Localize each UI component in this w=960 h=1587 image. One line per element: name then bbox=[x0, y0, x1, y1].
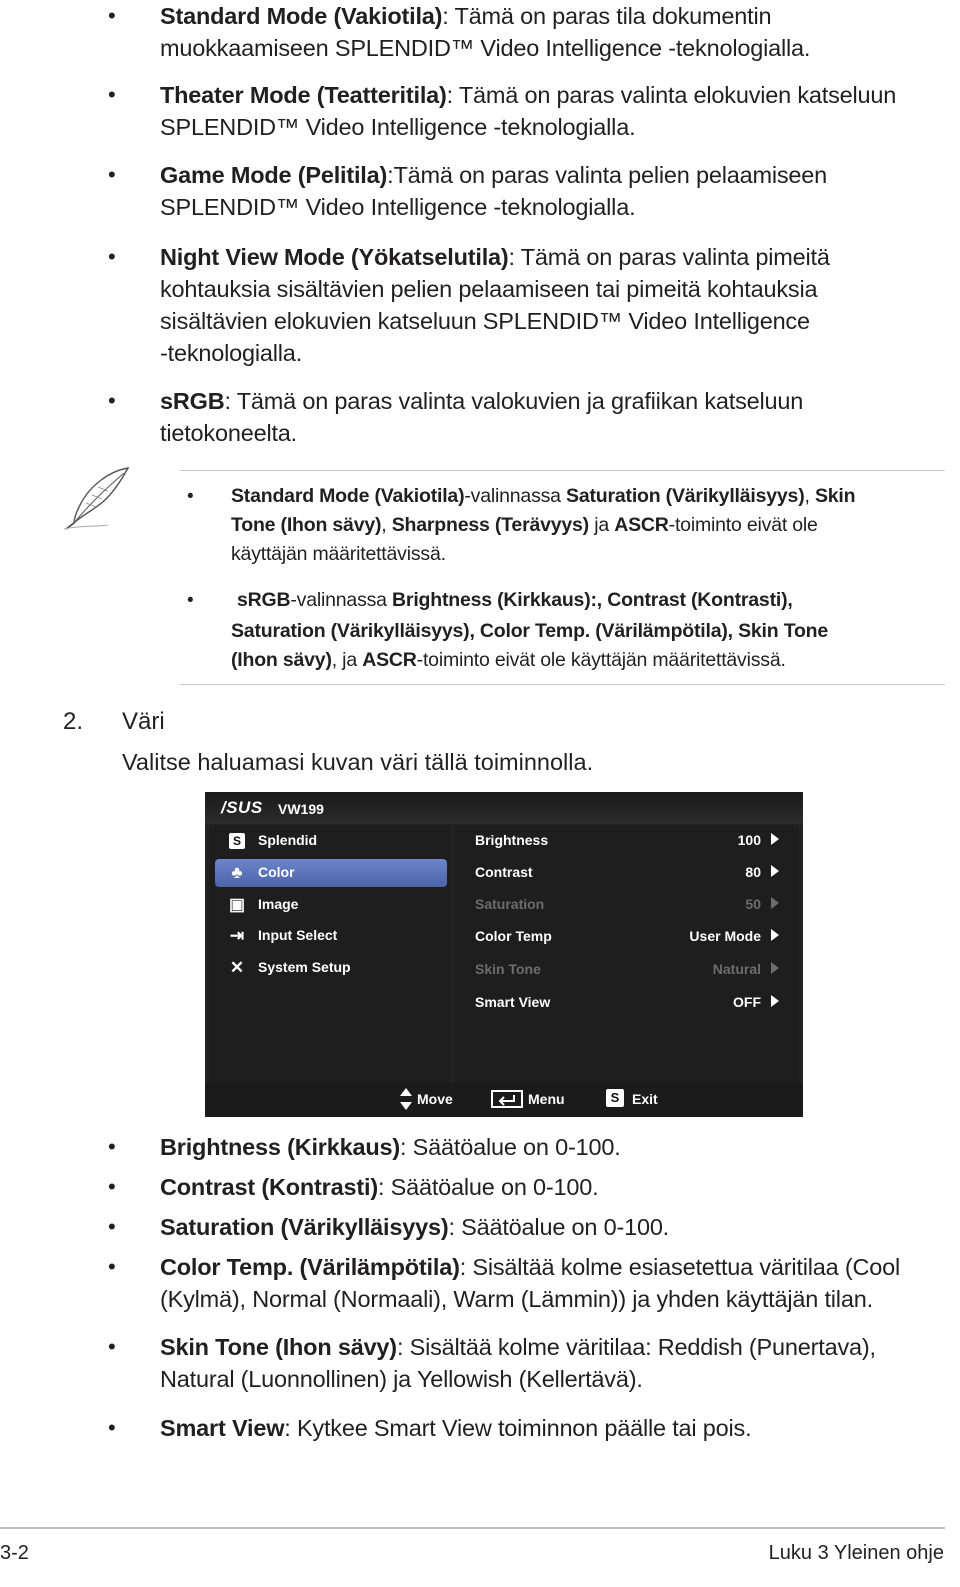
section-subtitle: Valitse haluamasi kuvan väri tällä toiminnolla. bbox=[122, 749, 594, 775]
arrow-right-icon bbox=[771, 897, 779, 909]
osd-setting-skin-tone: Skin Tone Natural bbox=[475, 956, 795, 984]
menu-enter-icon bbox=[490, 1087, 524, 1111]
mode-standard-text: Standard Mode (Vakiotila): Tämä on paras tila dokumentin muokkaamiseen SPLENDID™ Video Intelligence -teknologialla. bbox=[160, 3, 811, 61]
osd-setting-saturation: Saturation 50 bbox=[475, 891, 795, 919]
note-top-rule bbox=[180, 470, 945, 471]
osd-menu-item-image[interactable]: ▣ Image bbox=[228, 895, 299, 914]
osd-menu-item-input-select[interactable]: ⇥ Input Select bbox=[215, 922, 447, 950]
mode-night-text: Night View Mode (Yökatselutila): Tämä on paras valinta pimeitä kohtauksia sisältävien pelien pelaamiseen tai pimeitä kohtauksia sisältävien elokuvien katseluun SPLENDID™ Video Intelligence -teknologialla. bbox=[160, 244, 830, 366]
arrow-right-icon bbox=[771, 962, 779, 974]
desc-color-temp: Color Temp. (Värilämpötila): Sisältää kolme esiasetettua väritilaa (Cool (Kylmä), Normal (Normaali), Warm (Lämmin)) ja yhden käyttäjän tilan. bbox=[160, 1254, 901, 1312]
desc-smart-view: Smart View: Kytkee Smart View toiminnon päälle tai pois. bbox=[160, 1415, 752, 1441]
osd-color-submenu bbox=[455, 825, 799, 1082]
osd-menu-item-system-setup[interactable]: ✕ System Setup bbox=[215, 954, 447, 982]
bullet: • bbox=[108, 3, 116, 28]
osd-setting-contrast[interactable]: Contrast 80 bbox=[475, 859, 795, 887]
note-bullet: • bbox=[187, 590, 194, 611]
footer-menu-label: Menu bbox=[528, 1091, 565, 1107]
bullet: • bbox=[108, 1334, 116, 1359]
osd-setting-color-temp[interactable]: Color Temp User Mode bbox=[475, 923, 795, 951]
up-down-arrow-icon bbox=[399, 1087, 413, 1111]
note-srgb-mode: sRGB-valinnassa Brightness (Kirkkaus):, Contrast (Kontrasti), bbox=[237, 589, 793, 611]
section-title: Väri bbox=[122, 708, 165, 735]
desc-skin-tone: Skin Tone (Ihon sävy): Sisältää kolme väritilaa: Reddish (Punertava), Natural (Luonnollinen) ja Yellowish (Kellertävä). bbox=[160, 1334, 876, 1392]
osd-header bbox=[205, 792, 803, 824]
desc-contrast: Contrast (Kontrasti): Säätöalue on 0-100. bbox=[160, 1174, 599, 1200]
bullet: • bbox=[108, 1174, 116, 1199]
color-icon: ♣ bbox=[231, 863, 243, 882]
bullet: • bbox=[108, 1254, 116, 1279]
osd-menu-item-color[interactable]: ♣ Color bbox=[215, 859, 447, 887]
note-bullet: • bbox=[187, 486, 194, 507]
footer-rule bbox=[0, 1527, 945, 1529]
osd-menu-item-splendid[interactable]: S Splendid bbox=[215, 827, 447, 855]
mode-srgb-text: sRGB: Tämä on paras valinta valokuvien ja grafiikan katseluun tietokoneelta. bbox=[160, 388, 804, 446]
arrow-right-icon bbox=[771, 929, 779, 941]
osd-setting-brightness[interactable]: Brightness 100 bbox=[475, 827, 795, 855]
osd-main-menu bbox=[209, 825, 451, 1082]
note-bottom-rule bbox=[180, 684, 945, 685]
note-srgb-mode-cont: Saturation (Värikylläisyys), Color Temp. (Värilämpötila), Skin Tone (Ihon sävy), ja ASCR-toiminto eivät ole käyttäjän määritettävissä. bbox=[231, 620, 829, 671]
arrow-right-icon bbox=[771, 833, 779, 845]
arrow-right-icon bbox=[771, 865, 779, 877]
mode-theater-text: Theater Mode (Teatteritila): Tämä on paras valinta elokuvien katseluun SPLENDID™ Video Intelligence -teknologialla. bbox=[160, 82, 897, 140]
bullet: • bbox=[108, 1214, 116, 1239]
page-number: 3-2 bbox=[0, 1542, 29, 1564]
osd-menu-screenshot bbox=[205, 792, 803, 1117]
feather-note-icon bbox=[62, 465, 132, 531]
note-standard-mode: Standard Mode (Vakiotila)-valinnassa Saturation (Värikylläisyys), Skin Tone (Ihon sävy), Sharpness (Terävyys) ja ASCR-toiminto eivät ole käyttäjän määritettävissä. bbox=[231, 485, 856, 565]
splendid-icon: S bbox=[227, 831, 247, 851]
bullet: • bbox=[108, 244, 116, 269]
bullet: • bbox=[108, 162, 116, 187]
bullet: • bbox=[108, 82, 116, 107]
bullet: • bbox=[108, 1134, 116, 1159]
chapter-title: Luku 3 Yleinen ohje bbox=[768, 1542, 944, 1564]
osd-setting-smart-view[interactable]: Smart View OFF bbox=[475, 989, 795, 1017]
image-icon: ▣ bbox=[228, 895, 246, 914]
bullet: • bbox=[108, 1415, 116, 1440]
arrow-right-icon bbox=[771, 995, 779, 1007]
tools-icon: ✕ bbox=[229, 958, 245, 977]
bullet: • bbox=[108, 388, 116, 413]
asus-logo: /SUS bbox=[221, 798, 263, 817]
desc-saturation: Saturation (Värikylläisyys): Säätöalue on 0-100. bbox=[160, 1214, 670, 1240]
input-select-icon: ⇥ bbox=[229, 926, 245, 945]
footer-move-label: Move bbox=[417, 1091, 453, 1107]
osd-footer bbox=[205, 1082, 803, 1117]
osd-model: VW199 bbox=[278, 801, 324, 817]
mode-game-text: Game Mode (Pelitila):Tämä on paras valinta pelien pelaamiseen SPLENDID™ Video Intelligence -teknologialla. bbox=[160, 162, 828, 220]
footer-exit-label: Exit bbox=[632, 1091, 658, 1107]
exit-s-icon: S bbox=[606, 1089, 624, 1107]
section-number: 2. bbox=[63, 708, 84, 735]
desc-brightness: Brightness (Kirkkaus): Säätöalue on 0-100. bbox=[160, 1134, 621, 1160]
